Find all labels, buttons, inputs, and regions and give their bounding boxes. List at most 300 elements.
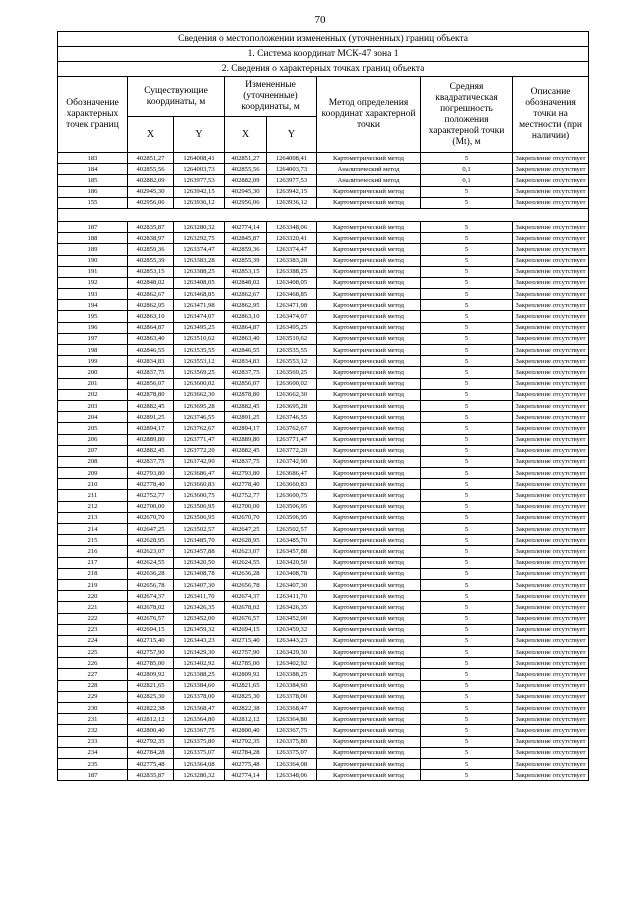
cell-point: 213 bbox=[58, 512, 128, 523]
cell-existing-x: 402778,40 bbox=[128, 479, 174, 490]
cell-changed-x: 402647,25 bbox=[225, 524, 267, 535]
cell-changed-y: 1263402,92 bbox=[267, 658, 317, 669]
cell-error: 5 bbox=[421, 445, 513, 456]
coordinate-system: 1. Система координат МСК-47 зона 1 bbox=[58, 47, 589, 62]
cell-point: 222 bbox=[58, 613, 128, 624]
cell-existing-x: 402678,02 bbox=[128, 602, 174, 613]
cell-changed-x: 402628,95 bbox=[225, 535, 267, 546]
cell-existing-y: 1263535,55 bbox=[174, 345, 225, 356]
cell-changed-y: 1263375,80 bbox=[267, 736, 317, 747]
cell-changed-y: 1263510,62 bbox=[267, 333, 317, 344]
header-x: X bbox=[225, 117, 267, 153]
cell-error: 0,1 bbox=[421, 175, 513, 186]
cell-method: Картометрический метод bbox=[317, 691, 421, 702]
cell-method: Картометрический метод bbox=[317, 591, 421, 602]
cell-point: 198 bbox=[58, 345, 128, 356]
cell-changed-y: 1263742,90 bbox=[267, 456, 317, 467]
cell-changed-y: 1263686,47 bbox=[267, 468, 317, 479]
cell-existing-x: 402835,87 bbox=[128, 770, 174, 781]
cell-existing-x: 402674,37 bbox=[128, 591, 174, 602]
table-row bbox=[58, 289, 589, 300]
cell-method: Картометрический метод bbox=[317, 568, 421, 579]
cell-error: 5 bbox=[421, 400, 513, 411]
cell-changed-x: 402891,25 bbox=[225, 412, 267, 423]
cell-point: 196 bbox=[58, 322, 128, 333]
cell-point: 205 bbox=[58, 423, 128, 434]
cell-changed-x: 402894,17 bbox=[225, 423, 267, 434]
cell-description: Закрепление отсутствует bbox=[513, 479, 589, 490]
cell-error: 5 bbox=[421, 703, 513, 714]
cell-changed-x: 402636,28 bbox=[225, 568, 267, 579]
cell-existing-y: 1263368,47 bbox=[174, 703, 225, 714]
table-row bbox=[58, 669, 589, 680]
cell-existing-y: 1263388,25 bbox=[174, 669, 225, 680]
cell-method: Картометрический метод bbox=[317, 389, 421, 400]
cell-existing-y: 1263364,08 bbox=[174, 758, 225, 769]
cell-description: Закрепление отсутствует bbox=[513, 703, 589, 714]
cell-changed-x: 402851,27 bbox=[225, 153, 267, 164]
cell-error: 5 bbox=[421, 524, 513, 535]
cell-existing-x: 402848,02 bbox=[128, 277, 174, 288]
table-row bbox=[58, 579, 589, 590]
cell-error: 5 bbox=[421, 153, 513, 164]
table-row bbox=[58, 535, 589, 546]
cell-error: 5 bbox=[421, 221, 513, 232]
cell-description: Закрепление отсутствует bbox=[513, 691, 589, 702]
cell-existing-y: 1263459,32 bbox=[174, 624, 225, 635]
cell-method: Картометрический метод bbox=[317, 725, 421, 736]
cell-point: 225 bbox=[58, 647, 128, 658]
cell-existing-y: 1263660,83 bbox=[174, 479, 225, 490]
cell-point: 187 bbox=[58, 221, 128, 232]
cell-existing-x: 402882,45 bbox=[128, 445, 174, 456]
cell-error: 5 bbox=[421, 197, 513, 208]
cell-changed-y: 1263367,75 bbox=[267, 725, 317, 736]
cell-changed-y: 1263772,20 bbox=[267, 445, 317, 456]
cell-changed-x: 402792,35 bbox=[225, 736, 267, 747]
cell-existing-y: 1263408,78 bbox=[174, 568, 225, 579]
cell-error: 5 bbox=[421, 345, 513, 356]
cell-point: 218 bbox=[58, 568, 128, 579]
cell-changed-x: 402812,12 bbox=[225, 714, 267, 725]
cell-error: 5 bbox=[421, 770, 513, 781]
cell-error: 5 bbox=[421, 747, 513, 758]
cell-point: 207 bbox=[58, 445, 128, 456]
cell-existing-x: 402821,65 bbox=[128, 680, 174, 691]
cell-changed-y: 1263695,28 bbox=[267, 400, 317, 411]
cell-existing-y: 1263600,75 bbox=[174, 490, 225, 501]
cell-point: 185 bbox=[58, 175, 128, 186]
cell-point: 202 bbox=[58, 389, 128, 400]
cell-changed-y: 1263383,28 bbox=[267, 255, 317, 266]
cell-existing-y: 1263457,88 bbox=[174, 546, 225, 557]
cell-method: Картометрический метод bbox=[317, 221, 421, 232]
cell-description: Закрепление отсутствует bbox=[513, 490, 589, 501]
cell-changed-y: 1263569,25 bbox=[267, 367, 317, 378]
cell-method: Картометрический метод bbox=[317, 512, 421, 523]
cell-existing-y: 1263426,35 bbox=[174, 602, 225, 613]
cell-existing-y: 1263772,20 bbox=[174, 445, 225, 456]
cell-existing-y: 1263502,57 bbox=[174, 524, 225, 535]
cell-changed-y: 1263471,98 bbox=[267, 300, 317, 311]
table-row bbox=[58, 691, 589, 702]
cell-method: Картометрический метод bbox=[317, 412, 421, 423]
cell-method: Картометрический метод bbox=[317, 367, 421, 378]
cell-error: 5 bbox=[421, 479, 513, 490]
rows-group-a bbox=[58, 153, 589, 209]
table-row bbox=[58, 568, 589, 579]
cell-changed-x: 402845,87 bbox=[225, 233, 267, 244]
cell-error: 5 bbox=[421, 255, 513, 266]
cell-error: 5 bbox=[421, 736, 513, 747]
cell-description: Закрепление отсутствует bbox=[513, 535, 589, 546]
table-row bbox=[58, 367, 589, 378]
cell-changed-y: 1263443,23 bbox=[267, 635, 317, 646]
cell-changed-y: 1263660,83 bbox=[267, 479, 317, 490]
cell-method: Картометрический метод bbox=[317, 255, 421, 266]
cell-changed-y: 1263495,25 bbox=[267, 322, 317, 333]
cell-point: 220 bbox=[58, 591, 128, 602]
cell-point: 230 bbox=[58, 703, 128, 714]
cell-description: Закрепление отсутствует bbox=[513, 714, 589, 725]
cell-method: Картометрический метод bbox=[317, 524, 421, 535]
cell-existing-y: 1263411,70 bbox=[174, 591, 225, 602]
cell-point: 217 bbox=[58, 557, 128, 568]
cell-error: 5 bbox=[421, 311, 513, 322]
table-row bbox=[58, 725, 589, 736]
cell-existing-x: 402894,17 bbox=[128, 423, 174, 434]
table-row bbox=[58, 164, 589, 175]
cell-error: 5 bbox=[421, 669, 513, 680]
cell-existing-y: 1263374,47 bbox=[174, 244, 225, 255]
cell-existing-x: 402956,06 bbox=[128, 197, 174, 208]
cell-error: 5 bbox=[421, 546, 513, 557]
cell-changed-y: 1263429,30 bbox=[267, 647, 317, 658]
cell-existing-y: 1263600,02 bbox=[174, 378, 225, 389]
cell-changed-x: 402822,38 bbox=[225, 703, 267, 714]
cell-existing-y: 1263292,75 bbox=[174, 233, 225, 244]
cell-changed-x: 402676,57 bbox=[225, 613, 267, 624]
cell-method: Картометрический метод bbox=[317, 736, 421, 747]
cell-existing-x: 402809,92 bbox=[128, 669, 174, 680]
cell-point: 192 bbox=[58, 277, 128, 288]
cell-changed-x: 402656,78 bbox=[225, 579, 267, 590]
cell-method: Картометрический метод bbox=[317, 311, 421, 322]
boundary-points-table bbox=[57, 31, 589, 781]
cell-error: 5 bbox=[421, 602, 513, 613]
cell-description: Закрепление отсутствует bbox=[513, 412, 589, 423]
cell-changed-y: 1263378,00 bbox=[267, 691, 317, 702]
cell-method: Картометрический метод bbox=[317, 669, 421, 680]
cell-existing-y: 1264008,41 bbox=[174, 153, 225, 164]
cell-method: Картометрический метод bbox=[317, 602, 421, 613]
cell-changed-x: 402862,95 bbox=[225, 300, 267, 311]
cell-existing-y: 1263367,75 bbox=[174, 725, 225, 736]
cell-point: 211 bbox=[58, 490, 128, 501]
cell-changed-y: 1263468,85 bbox=[267, 289, 317, 300]
cell-method: Картометрический метод bbox=[317, 266, 421, 277]
cell-existing-x: 402837,75 bbox=[128, 456, 174, 467]
cell-error: 5 bbox=[421, 456, 513, 467]
cell-changed-x: 402774,14 bbox=[225, 221, 267, 232]
cell-existing-x: 402878,80 bbox=[128, 389, 174, 400]
cell-error: 5 bbox=[421, 244, 513, 255]
cell-description: Закрепление отсутствует bbox=[513, 197, 589, 208]
cell-existing-y: 1263510,62 bbox=[174, 333, 225, 344]
cell-point: 195 bbox=[58, 311, 128, 322]
cell-point: 215 bbox=[58, 535, 128, 546]
cell-changed-y: 1264003,73 bbox=[267, 164, 317, 175]
cell-changed-x: 402825,30 bbox=[225, 691, 267, 702]
cell-changed-x: 402864,87 bbox=[225, 322, 267, 333]
cell-description: Закрепление отсутствует bbox=[513, 456, 589, 467]
cell-description: Закрепление отсутствует bbox=[513, 658, 589, 669]
table-row bbox=[58, 434, 589, 445]
header-changed: Измененные (уточненные) координаты, м bbox=[225, 77, 317, 117]
cell-existing-y: 1263408,05 bbox=[174, 277, 225, 288]
cell-changed-x: 402882,45 bbox=[225, 445, 267, 456]
cell-changed-x: 402775,48 bbox=[225, 758, 267, 769]
cell-method: Картометрический метод bbox=[317, 490, 421, 501]
cell-existing-y: 1263977,53 bbox=[174, 175, 225, 186]
table-row bbox=[58, 546, 589, 557]
cell-changed-y: 1263459,32 bbox=[267, 624, 317, 635]
cell-changed-y: 1263474,07 bbox=[267, 311, 317, 322]
cell-description: Закрепление отсутствует bbox=[513, 445, 589, 456]
cell-error: 5 bbox=[421, 579, 513, 590]
cell-changed-x: 402856,07 bbox=[225, 378, 267, 389]
cell-existing-x: 402752,77 bbox=[128, 490, 174, 501]
cell-method: Картометрический метод bbox=[317, 378, 421, 389]
table-row bbox=[58, 186, 589, 197]
cell-error: 5 bbox=[421, 624, 513, 635]
cell-changed-x: 402752,77 bbox=[225, 490, 267, 501]
cell-existing-y: 1263553,12 bbox=[174, 356, 225, 367]
cell-changed-y: 1263942,15 bbox=[267, 186, 317, 197]
cell-changed-y: 1263388,25 bbox=[267, 669, 317, 680]
table-row bbox=[58, 524, 589, 535]
cell-description: Закрепление отсутствует bbox=[513, 164, 589, 175]
cell-error: 5 bbox=[421, 490, 513, 501]
table-row bbox=[58, 557, 589, 568]
cell-changed-x: 402800,40 bbox=[225, 725, 267, 736]
cell-existing-y: 1263384,60 bbox=[174, 680, 225, 691]
cell-existing-y: 1263420,50 bbox=[174, 557, 225, 568]
cell-description: Закрепление отсутствует bbox=[513, 434, 589, 445]
table-title: Сведения о местоположении измененных (уточненных) границ объекта bbox=[58, 32, 589, 47]
cell-changed-x: 402774,14 bbox=[225, 770, 267, 781]
cell-error: 5 bbox=[421, 289, 513, 300]
cell-description: Закрепление отсутствует bbox=[513, 333, 589, 344]
cell-existing-x: 402838,97 bbox=[128, 233, 174, 244]
cell-error: 5 bbox=[421, 591, 513, 602]
cell-method: Картометрический метод bbox=[317, 333, 421, 344]
cell-error: 5 bbox=[421, 758, 513, 769]
cell-changed-x: 402853,15 bbox=[225, 266, 267, 277]
cell-changed-y: 1263457,88 bbox=[267, 546, 317, 557]
table-row bbox=[58, 322, 589, 333]
table-row bbox=[58, 333, 589, 344]
cell-point: 228 bbox=[58, 680, 128, 691]
cell-point: 233 bbox=[58, 736, 128, 747]
cell-point: 187 bbox=[58, 770, 128, 781]
cell-error: 5 bbox=[421, 468, 513, 479]
cell-description: Закрепление отсутствует bbox=[513, 524, 589, 535]
cell-changed-x: 402715,40 bbox=[225, 635, 267, 646]
cell-existing-x: 402889,80 bbox=[128, 434, 174, 445]
table-row bbox=[58, 658, 589, 669]
cell-existing-y: 1263388,25 bbox=[174, 266, 225, 277]
cell-existing-y: 1263429,30 bbox=[174, 647, 225, 658]
cell-existing-y: 1263506,95 bbox=[174, 501, 225, 512]
cell-changed-y: 1263506,95 bbox=[267, 512, 317, 523]
cell-error: 5 bbox=[421, 535, 513, 546]
cell-point: 216 bbox=[58, 546, 128, 557]
table-row bbox=[58, 703, 589, 714]
cell-method: Картометрический метод bbox=[317, 400, 421, 411]
table-row bbox=[58, 456, 589, 467]
cell-existing-x: 402882,09 bbox=[128, 175, 174, 186]
cell-point: 201 bbox=[58, 378, 128, 389]
header-method: Метод определения координат характерной точки bbox=[317, 77, 421, 153]
cell-description: Закрепление отсутствует bbox=[513, 680, 589, 691]
cell-changed-x: 402821,65 bbox=[225, 680, 267, 691]
cell-changed-y: 1263762,67 bbox=[267, 423, 317, 434]
table-row bbox=[58, 468, 589, 479]
cell-existing-x: 402792,35 bbox=[128, 736, 174, 747]
cell-error: 5 bbox=[421, 378, 513, 389]
cell-changed-y: 1263746,55 bbox=[267, 412, 317, 423]
cell-existing-x: 402812,12 bbox=[128, 714, 174, 725]
cell-changed-x: 402863,40 bbox=[225, 333, 267, 344]
cell-description: Закрепление отсутствует bbox=[513, 277, 589, 288]
cell-existing-x: 402775,48 bbox=[128, 758, 174, 769]
cell-method: Картометрический метод bbox=[317, 289, 421, 300]
cell-changed-y: 1263771,47 bbox=[267, 434, 317, 445]
cell-method: Картометрический метод bbox=[317, 658, 421, 669]
table-row bbox=[58, 714, 589, 725]
cell-changed-y: 1263374,47 bbox=[267, 244, 317, 255]
cell-error: 5 bbox=[421, 557, 513, 568]
cell-point: 223 bbox=[58, 624, 128, 635]
cell-changed-y: 1263420,50 bbox=[267, 557, 317, 568]
cell-existing-y: 1263364,80 bbox=[174, 714, 225, 725]
table-row bbox=[58, 356, 589, 367]
cell-description: Закрепление отсутствует bbox=[513, 512, 589, 523]
cell-error: 5 bbox=[421, 434, 513, 445]
table-row bbox=[58, 624, 589, 635]
cell-method: Картометрический метод bbox=[317, 456, 421, 467]
cell-point: 214 bbox=[58, 524, 128, 535]
section-title: 2. Сведения о характерных точках границ объекта bbox=[58, 62, 589, 77]
cell-changed-y: 1263977,53 bbox=[267, 175, 317, 186]
cell-description: Закрепление отсутствует bbox=[513, 378, 589, 389]
cell-method: Картометрический метод bbox=[317, 345, 421, 356]
cell-method: Картометрический метод bbox=[317, 624, 421, 635]
cell-description: Закрепление отсутствует bbox=[513, 613, 589, 624]
cell-changed-y: 1263348,06 bbox=[267, 221, 317, 232]
cell-changed-x: 402700,00 bbox=[225, 501, 267, 512]
cell-error: 5 bbox=[421, 277, 513, 288]
cell-existing-y: 1263375,80 bbox=[174, 736, 225, 747]
cell-point: 232 bbox=[58, 725, 128, 736]
cell-point: 234 bbox=[58, 747, 128, 758]
cell-method: Аналитический метод bbox=[317, 175, 421, 186]
header-existing: Существующие координаты, м bbox=[128, 77, 225, 117]
cell-method: Картометрический метод bbox=[317, 546, 421, 557]
cell-existing-y: 1263506,95 bbox=[174, 512, 225, 523]
cell-point: 203 bbox=[58, 400, 128, 411]
cell-existing-x: 402700,00 bbox=[128, 501, 174, 512]
cell-changed-y: 1263426,35 bbox=[267, 602, 317, 613]
cell-point: 209 bbox=[58, 468, 128, 479]
cell-existing-y: 1263662,30 bbox=[174, 389, 225, 400]
cell-existing-x: 402624,55 bbox=[128, 557, 174, 568]
cell-changed-y: 1263936,12 bbox=[267, 197, 317, 208]
cell-error: 5 bbox=[421, 356, 513, 367]
cell-description: Закрепление отсутствует bbox=[513, 468, 589, 479]
cell-existing-y: 1263474,07 bbox=[174, 311, 225, 322]
cell-method: Картометрический метод bbox=[317, 557, 421, 568]
cell-point: 188 bbox=[58, 233, 128, 244]
cell-existing-x: 402853,15 bbox=[128, 266, 174, 277]
cell-existing-y: 1263686,47 bbox=[174, 468, 225, 479]
cell-method: Картометрический метод bbox=[317, 300, 421, 311]
cell-changed-x: 402846,55 bbox=[225, 345, 267, 356]
cell-existing-y: 1263936,12 bbox=[174, 197, 225, 208]
cell-point: 204 bbox=[58, 412, 128, 423]
cell-changed-y: 1263364,08 bbox=[267, 758, 317, 769]
cell-changed-x: 402785,00 bbox=[225, 658, 267, 669]
cell-existing-x: 402855,56 bbox=[128, 164, 174, 175]
cell-error: 5 bbox=[421, 568, 513, 579]
cell-point: 197 bbox=[58, 333, 128, 344]
cell-existing-x: 402862,67 bbox=[128, 289, 174, 300]
cell-existing-y: 1263742,90 bbox=[174, 456, 225, 467]
cell-changed-x: 402862,67 bbox=[225, 289, 267, 300]
cell-existing-x: 402825,30 bbox=[128, 691, 174, 702]
cell-existing-y: 1263485,70 bbox=[174, 535, 225, 546]
cell-changed-x: 402670,70 bbox=[225, 512, 267, 523]
cell-error: 5 bbox=[421, 412, 513, 423]
table-row bbox=[58, 389, 589, 400]
cell-changed-x: 402757,90 bbox=[225, 647, 267, 658]
cell-existing-y: 1263452,00 bbox=[174, 613, 225, 624]
cell-description: Закрепление отсутствует bbox=[513, 367, 589, 378]
table-row bbox=[58, 423, 589, 434]
cell-error: 5 bbox=[421, 635, 513, 646]
cell-error: 5 bbox=[421, 680, 513, 691]
cell-changed-x: 402623,07 bbox=[225, 546, 267, 557]
cell-changed-y: 1263506,95 bbox=[267, 501, 317, 512]
cell-description: Закрепление отсутствует bbox=[513, 175, 589, 186]
cell-point: 200 bbox=[58, 367, 128, 378]
cell-description: Закрепление отсутствует bbox=[513, 233, 589, 244]
cell-point: 221 bbox=[58, 602, 128, 613]
cell-existing-x: 402800,40 bbox=[128, 725, 174, 736]
table-row bbox=[58, 311, 589, 322]
cell-changed-y: 1263368,47 bbox=[267, 703, 317, 714]
cell-description: Закрепление отсутствует bbox=[513, 669, 589, 680]
cell-existing-x: 402676,57 bbox=[128, 613, 174, 624]
cell-method: Картометрический метод bbox=[317, 197, 421, 208]
blank-row bbox=[58, 208, 589, 221]
cell-error: 5 bbox=[421, 233, 513, 244]
cell-description: Закрепление отсутствует bbox=[513, 345, 589, 356]
cell-changed-x: 402834,83 bbox=[225, 356, 267, 367]
cell-changed-x: 402956,06 bbox=[225, 197, 267, 208]
cell-method: Картометрический метод bbox=[317, 758, 421, 769]
